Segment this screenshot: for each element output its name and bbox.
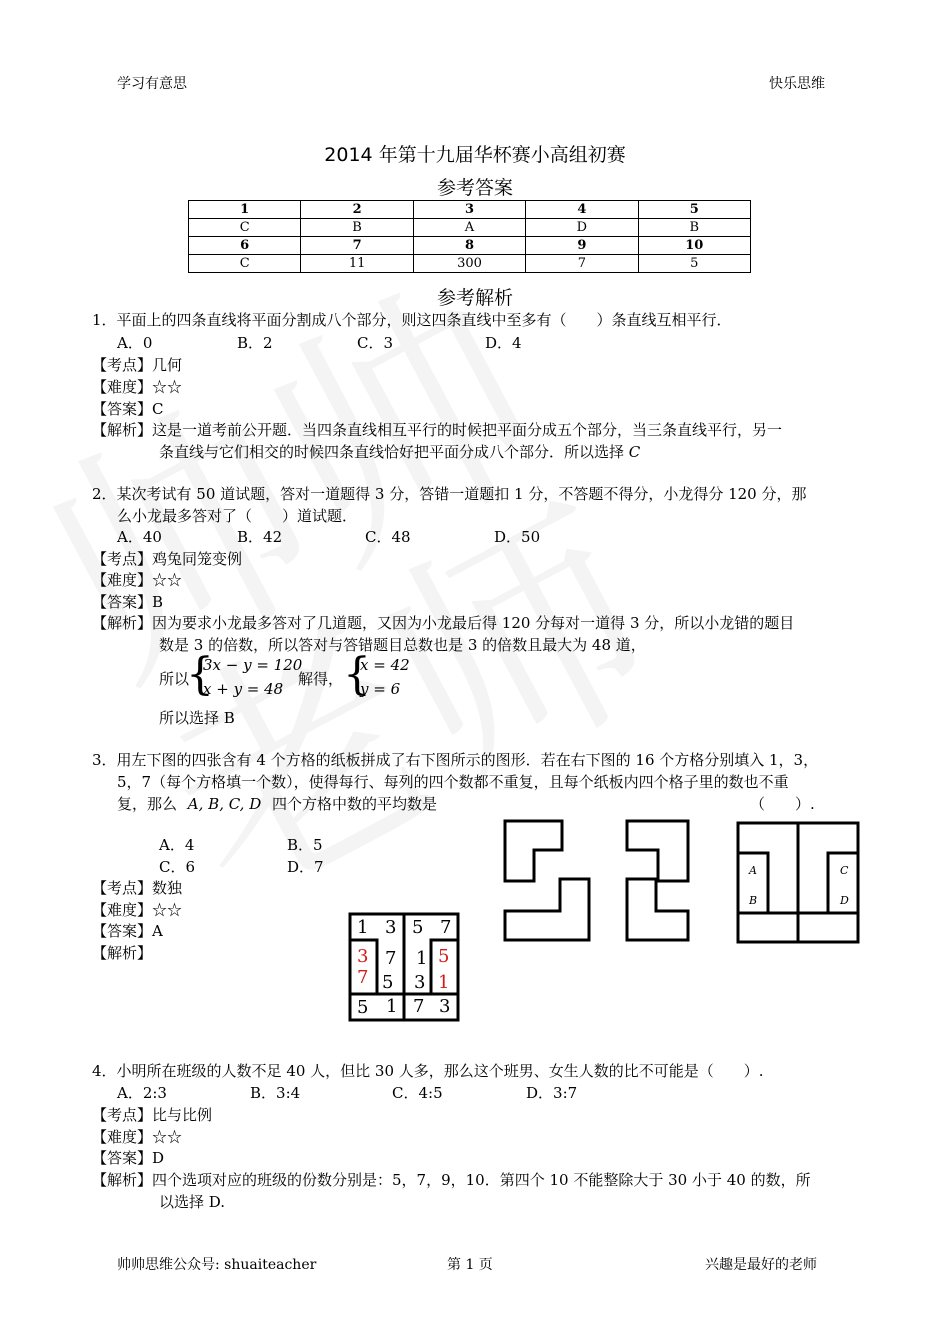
grid-cell: 1 — [416, 948, 428, 969]
q2-equation-2b: y = 6 — [360, 680, 401, 698]
footer-right: 兴趣是最好的老师 — [705, 1257, 817, 1273]
q3-answer-paren: （ ）. — [750, 795, 815, 813]
grid-cell-highlight: 3 — [357, 946, 369, 967]
q2-nandu: 【难度】☆☆ — [92, 571, 183, 589]
q2-conclusion: 所以选择 B — [159, 709, 235, 727]
table-cell: 3 — [413, 201, 525, 219]
q3-pieces-figure — [500, 815, 865, 945]
analysis-heading: 参考解析 — [436, 287, 513, 309]
q2-jiexi-line1: 【解析】因为要求小龙最多答对了几道题，又因为小龙最后得 120 分每对一道得 3 分，所以小龙错的题目 — [92, 614, 795, 632]
table-cell: 9 — [526, 237, 638, 255]
table-cell: 8 — [413, 237, 525, 255]
grid-cell-highlight: 7 — [357, 967, 369, 988]
q1-option-a: A．0 — [117, 334, 153, 352]
q4-daan: 【答案】D — [92, 1149, 165, 1167]
q1-nandu: 【难度】☆☆ — [92, 378, 183, 396]
page-number: 第 1 页 — [447, 1257, 493, 1273]
grid-cell-highlight: 1 — [438, 972, 450, 993]
q1-jiexi-answer: C — [628, 443, 641, 461]
q2-option-c: C．48 — [365, 528, 411, 546]
q3-stem-vars: A, B, C, D — [187, 795, 262, 813]
q1-jiexi-line1: 【解析】这是一道考前公开题．当四条直线相互平行的时候把平面分成五个部分，当三条直线平行，另一 — [92, 421, 783, 439]
grid-cell: 3 — [439, 996, 451, 1017]
footer-left: 帅帅思维公众号: shuaiteacher — [117, 1257, 317, 1273]
q2-stem-line2: 么小龙最多答对了（ ）道试题． — [117, 507, 358, 525]
q3-label-b: B — [749, 894, 758, 907]
grid-cell: 5 — [382, 972, 394, 993]
q2-jiede: 解得， — [298, 670, 344, 688]
page-title: 2014 年第十九届华杯赛小高组初赛 — [324, 144, 626, 166]
q1-stem: 1．平面上的四条直线将平面分割成八个部分，则这四条直线中至多有（ ）条直线互相平行． — [92, 311, 732, 329]
grid-cell: 5 — [412, 917, 424, 938]
q2-suoyi: 所以 — [159, 670, 190, 688]
q2-equation-1a: 3x − y = 120 — [203, 656, 303, 674]
q4-stem: 4．小明所在班级的人数不足 40 人，但比 30 人多，那么这个班男、女生人数的比不可能是（ ）. — [92, 1062, 764, 1080]
q2-brace-2: { — [343, 649, 371, 700]
q3-jiexi: 【解析】 — [92, 944, 153, 962]
q3-label-c: C — [840, 864, 849, 877]
q4-option-c: C．4:5 — [392, 1084, 443, 1102]
q2-option-b: B．42 — [237, 528, 283, 546]
table-row — [189, 255, 751, 273]
answers-heading: 参考答案 — [436, 177, 513, 199]
q1-jiexi-line2 — [159, 441, 640, 462]
grid-cell: 5 — [357, 997, 369, 1018]
q3-stem-text: 复，那么 — [117, 795, 178, 813]
answer-table — [188, 200, 751, 273]
q4-kaodian: 【考点】比与比例 — [92, 1106, 213, 1124]
q2-kaodian: 【考点】鸡兔同笼变例 — [92, 550, 243, 568]
table-cell: A — [413, 219, 525, 237]
q2-stem-line1: 2．某次考试有 50 道试题，答对一道题得 3 分，答错一道题扣 1 分，不答题不得分，小龙得分 120 分，那 — [92, 485, 807, 503]
q2-daan: 【答案】B — [92, 593, 164, 611]
l-piece-1 — [505, 821, 562, 881]
q1-option-c: C．3 — [357, 334, 394, 352]
q4-option-b: B．3:4 — [250, 1084, 301, 1102]
q2-brace-1: { — [186, 649, 214, 700]
grid-cell: 7 — [413, 996, 425, 1017]
q2-equation-2a: x = 42 — [360, 656, 410, 674]
q4-jiexi-line1: 【解析】四个选项对应的班级的份数分别是：5，7，9，10．第四个 10 不能整除大于 30 小于 40 的数，所 — [92, 1171, 811, 1189]
grid-cell-highlight: 5 — [438, 946, 450, 967]
q2-jiexi-line2: 数是 3 的倍数，所以答对与答错题目总数也是 3 的倍数且最大为 48 道， — [159, 636, 646, 654]
q4-option-a: A．2:3 — [117, 1084, 167, 1102]
table-cell: 7 — [301, 237, 413, 255]
grid-cell: 3 — [414, 972, 426, 993]
table-cell: 7 — [526, 255, 638, 273]
q3-option-a: A．4 — [159, 836, 195, 854]
q3-label-a: A — [749, 864, 757, 877]
table-cell: C — [189, 219, 301, 237]
q3-option-c: C．6 — [159, 858, 196, 876]
table-row — [189, 201, 751, 219]
q3-nandu: 【难度】☆☆ — [92, 901, 183, 919]
q3-daan: 【答案】A — [92, 922, 163, 940]
q1-kaodian: 【考点】几何 — [92, 356, 183, 374]
q2-equation-1b: x + y = 48 — [203, 680, 284, 698]
q2-option-d: D．50 — [494, 528, 541, 546]
grid-cell: 1 — [357, 917, 369, 938]
table-cell: 10 — [638, 237, 750, 255]
q3-stem-end: 四个方格中数的平均数是 — [272, 795, 438, 813]
table-cell: 6 — [189, 237, 301, 255]
q3-kaodian: 【考点】数独 — [92, 879, 183, 897]
l-piece-3 — [627, 821, 688, 881]
q3-stem-line3 — [117, 793, 437, 814]
table-row — [189, 237, 751, 255]
grid-cell: 7 — [385, 948, 397, 969]
q3-label-d: D — [840, 894, 849, 907]
grid-cell: 3 — [385, 917, 397, 938]
table-cell: 4 — [526, 201, 638, 219]
l-piece-2 — [505, 879, 589, 940]
header-right: 快乐思维 — [769, 76, 825, 92]
q3-stem-line2: 5，7（每个方格填一个数），使得每行、每列的四个数都不重复，且每个纸板内四个格子里的数也不重 — [117, 773, 789, 791]
table-cell: 11 — [301, 255, 413, 273]
table-cell: 5 — [638, 255, 750, 273]
table-cell: 5 — [638, 201, 750, 219]
table-cell: B — [638, 219, 750, 237]
table-cell: 1 — [189, 201, 301, 219]
q1-option-d: D．4 — [485, 334, 522, 352]
table-cell: 300 — [413, 255, 525, 273]
q1-jiexi-text: 条直线与它们相交的时候四条直线恰好把平面分成八个部分．所以选择 — [159, 443, 625, 461]
table-cell: D — [526, 219, 638, 237]
q4-nandu: 【难度】☆☆ — [92, 1128, 183, 1146]
q1-daan: 【答案】C — [92, 400, 164, 418]
grid-cell: 1 — [386, 996, 398, 1017]
l-piece-4 — [627, 879, 688, 940]
grid-cell: 7 — [440, 917, 452, 938]
q3-option-b: B．5 — [287, 836, 323, 854]
q2-option-a: A．40 — [117, 528, 162, 546]
q4-option-d: D．3:7 — [526, 1084, 578, 1102]
table-cell: C — [189, 255, 301, 273]
q3-option-d: D．7 — [287, 858, 324, 876]
q1-option-b: B．2 — [237, 334, 273, 352]
q4-jiexi-line2: 以选择 D. — [159, 1193, 226, 1211]
table-cell: B — [301, 219, 413, 237]
table-cell: 2 — [301, 201, 413, 219]
header-left: 学习有意思 — [117, 76, 187, 92]
table-row — [189, 219, 751, 237]
q3-stem-line1: 3．用左下图的四张含有 4 个方格的纸板拼成了右下图所示的图形．若在右下图的 16 个方格分别填入 1，3， — [92, 751, 819, 769]
